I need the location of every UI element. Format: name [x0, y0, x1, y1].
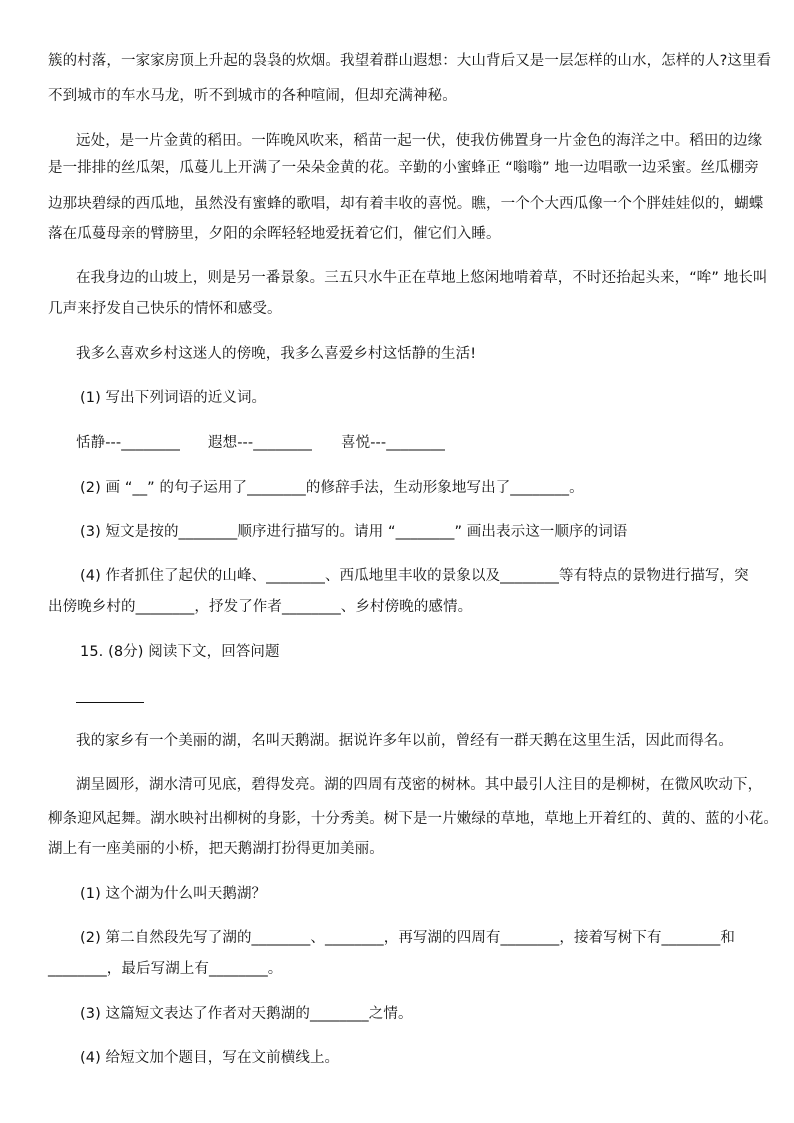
passage-line: 不到城市的车水马龙，听不到城市的各种喧闹，但却充满神秘。 [48, 88, 457, 104]
question-1-4-cont: 出傍晚乡村的________，抒发了作者________、乡村傍晚的感情。 [48, 599, 473, 615]
passage-line: 边那块碧绿的西瓜地，虽然没有蜜蜂的歌唱，却有着丰收的喜悦。瞧，一个个大西瓜像一个个胖娃娃似的，蝴蝶 [48, 196, 764, 212]
passage-line: 远处，是一片金黄的稻田。一阵晚风吹来，稻苗一起一伏，使我仿佛置身一片金色的海洋之中。稻田的边缘 [76, 133, 763, 149]
title-answer-line [76, 702, 144, 703]
passage-line: 落在瓜蔓母亲的臂膀里，夕阳的余晖轻轻地爱抚着它们，催它们入睡。 [48, 226, 501, 242]
passage-line: 湖上有一座美丽的小桥，把天鹅湖打扮得更加美丽。 [48, 841, 384, 857]
passage-line: 我的家乡有一个美丽的湖，名叫天鹅湖。据说许多年以前，曾经有一群天鹅在这里生活，因此而得名。 [76, 733, 733, 749]
passage-line: 是一排排的丝瓜架，瓜蔓儿上开满了一朵朵金黄的花。辛勤的小蜜蜂正 “嗡嗡” 地一边唱歌一边采蜜。丝瓜棚旁 [48, 160, 759, 176]
question-1-3: (3) 短文是按的________顺序进行描写的。请用 “________” 画出表示这一顺序的词语 [80, 524, 628, 540]
synonym-item-a: 恬静---________ [76, 435, 180, 451]
synonym-item-b: 遐想---________ [208, 435, 312, 451]
question-1-2: (2) 画 “__” 的句子运用了________的修辞手法，生动形象地写出了________。 [80, 480, 584, 496]
question-15-3: (3) 这篇短文表达了作者对天鹅湖的________之情。 [80, 1006, 413, 1022]
question-15-1: (1) 这个湖为什么叫天鹅湖？ [80, 886, 267, 902]
question-1-4: (4) 作者抓住了起伏的山峰、________、西瓜地里丰收的景象以及________等有特点的景物进行描写，突 [80, 568, 749, 584]
question-15-4: (4) 给短文加个题目，写在文前横线上。 [80, 1050, 340, 1066]
question-15-2-cont: ________，最后写湖上有________。 [48, 961, 283, 977]
passage-line: 簇的村落，一家家房顶上升起的袅袅的炊烟。我望着群山遐想：大山背后又是一层怎样的山水，怎样的人?这里看 [48, 53, 772, 69]
passage-line: 我多么喜欢乡村这迷人的傍晚，我多么喜爱乡村这恬静的生活! [76, 346, 477, 362]
passage-line: 在我身边的山坡上，则是另一番景象。三五只水牛正在草地上悠闲地啃着草，不时还抬起头来，“哞” 地长叫 [76, 270, 768, 286]
synonym-item-c: 喜悦---________ [341, 435, 445, 451]
section-15-heading: 15. (8分) 阅读下文，回答问题 [80, 644, 280, 660]
passage-line: 柳条迎风起舞。湖水映衬出柳树的身影，十分秀美。树下是一片嫩绿的草地，草地上开着红的、黄的、蓝的小花。 [48, 811, 778, 827]
passage-line: 几声来抒发自己快乐的情怀和感受。 [48, 301, 282, 317]
passage-line: 湖呈圆形，湖水清可见底，碧得发亮。湖的四周有茂密的树林。其中最引人注目的是柳树，在微风吹动下， [76, 777, 763, 793]
question-1-1: (1) 写出下列词语的近义词。 [80, 390, 267, 406]
question-15-2: (2) 第二自然段先写了湖的________、________，再写湖的四周有________，接着写树下有________和 [80, 930, 735, 946]
